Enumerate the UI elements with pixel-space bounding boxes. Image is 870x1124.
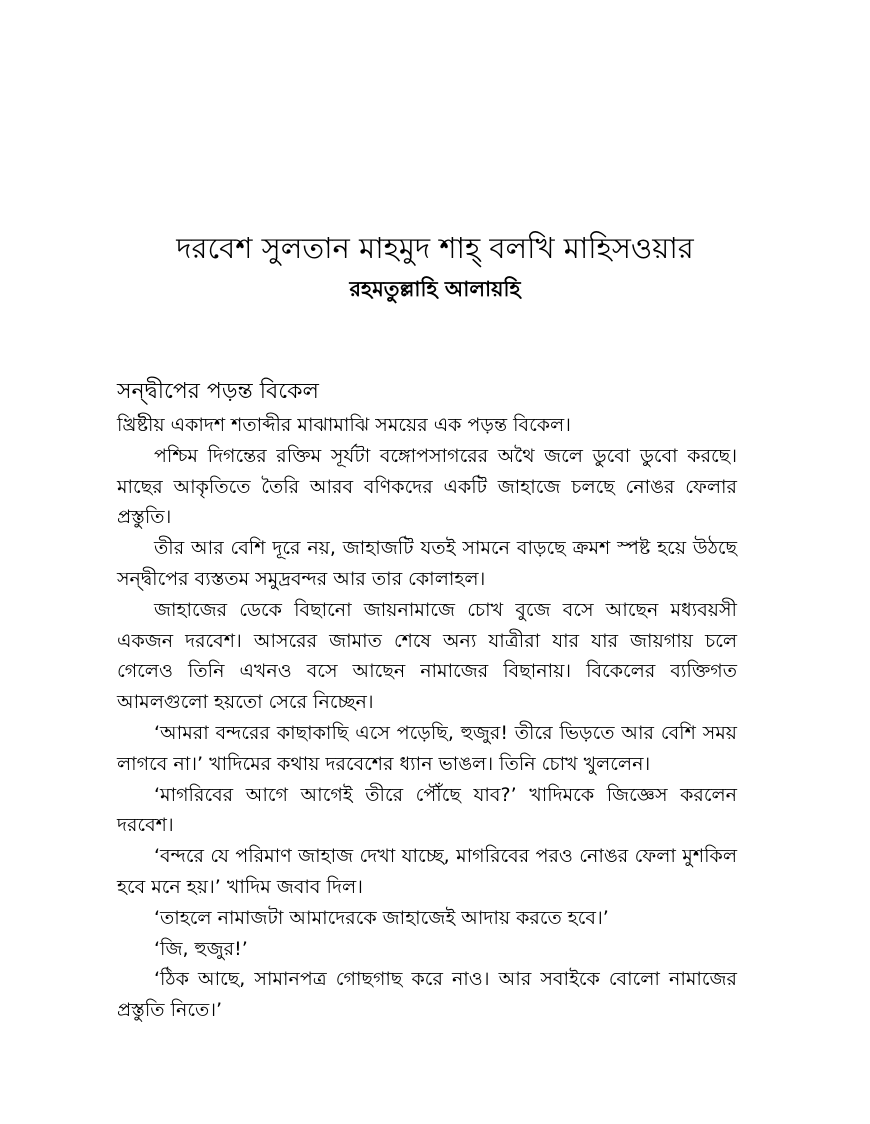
body-text [117,374,737,1026]
paragraph-5: ‘আমরা বন্দরের কাছাকাছি এসে পড়েছি, হুজুর! তীরে ভিড়তে আর বেশি সময় লাগবে না।’ খাদিমের কথায় দরবেশের ধ্যান ভাঙল। তিনি চোখ খুললেন। [117,721,737,775]
paragraph-10: ‘ঠিক আছে, সামানপত্র গোছগাছ করে নাও। আর সবাইকে বোলো নামাজের প্রস্তুতি নিতে।’ [117,968,737,1022]
section-heading: সন্দ্বীপের পড়ন্ত বিকেল [117,379,319,404]
paragraph-1: খ্রিষ্টীয় একাদশ শতাব্দীর মাঝামাঝি সময়ের এক পড়ন্ত বিকেল। [117,414,571,436]
paragraph-6: ‘মাগরিবের আগে আগেই তীরে পৌঁছে যাব?’ খাদিমকে জিজ্ঞেস করলেন দরবেশ। [117,783,737,837]
chapter-title: দরবেশ সুলতান মাহমুদ শাহ্ বলখি মাহিসওয়ার [176,231,694,265]
paragraph-8: ‘তাহলে নামাজটা আমাদেরকে জাহাজেই আদায় করতে হবে।’ [154,906,609,929]
paragraph-4: জাহাজের ডেকে বিছানো জায়নামাজে চোখ বুজে বসে আছেন মধ্যবয়সী একজন দরবেশ। আসরের জামাত শেষে অন্য যাত্রীরা যার যার জায়গায় চলে গেলেও তিনি এখনও বসে আছেন নামাজের বিছানায়। বিকেলের ব্যক্তিগত আমলগুলো হয়তো সেরে নিচ্ছেন। [117,598,737,714]
paragraph-2: পশ্চিম দিগন্তের রক্তিম সূর্যটা বঙ্গোপসাগরের অথৈ জলে ডুবো ডুবো করছে। মাছের আকৃতিতে তৈরি আরব বণিকদের একটি জাহাজে চলছে নোঙর ফেলার প্রস্তুতি। [117,444,737,529]
paragraph-3: তীর আর বেশি দূরে নয়, জাহাজটি যতই সামনে বাড়ছে ক্রমশ স্পষ্ট হয়ে উঠছে সন্দ্বীপের ব্যস্ততম সমুদ্রবন্দর আর তার কোলাহল। [117,537,737,590]
chapter-subtitle: রহমতুল্লাহি আলায়হি [349,277,521,301]
paragraph-7: ‘বন্দরে যে পরিমাণ জাহাজ দেখা যাচ্ছে, মাগরিবের পরও নোঙর ফেলা মুশকিল হবে মনে হয়।’ খাদিম জবাব দিল। [117,845,737,898]
paragraph-9: ‘জি, হুজুর!’ [154,937,248,960]
